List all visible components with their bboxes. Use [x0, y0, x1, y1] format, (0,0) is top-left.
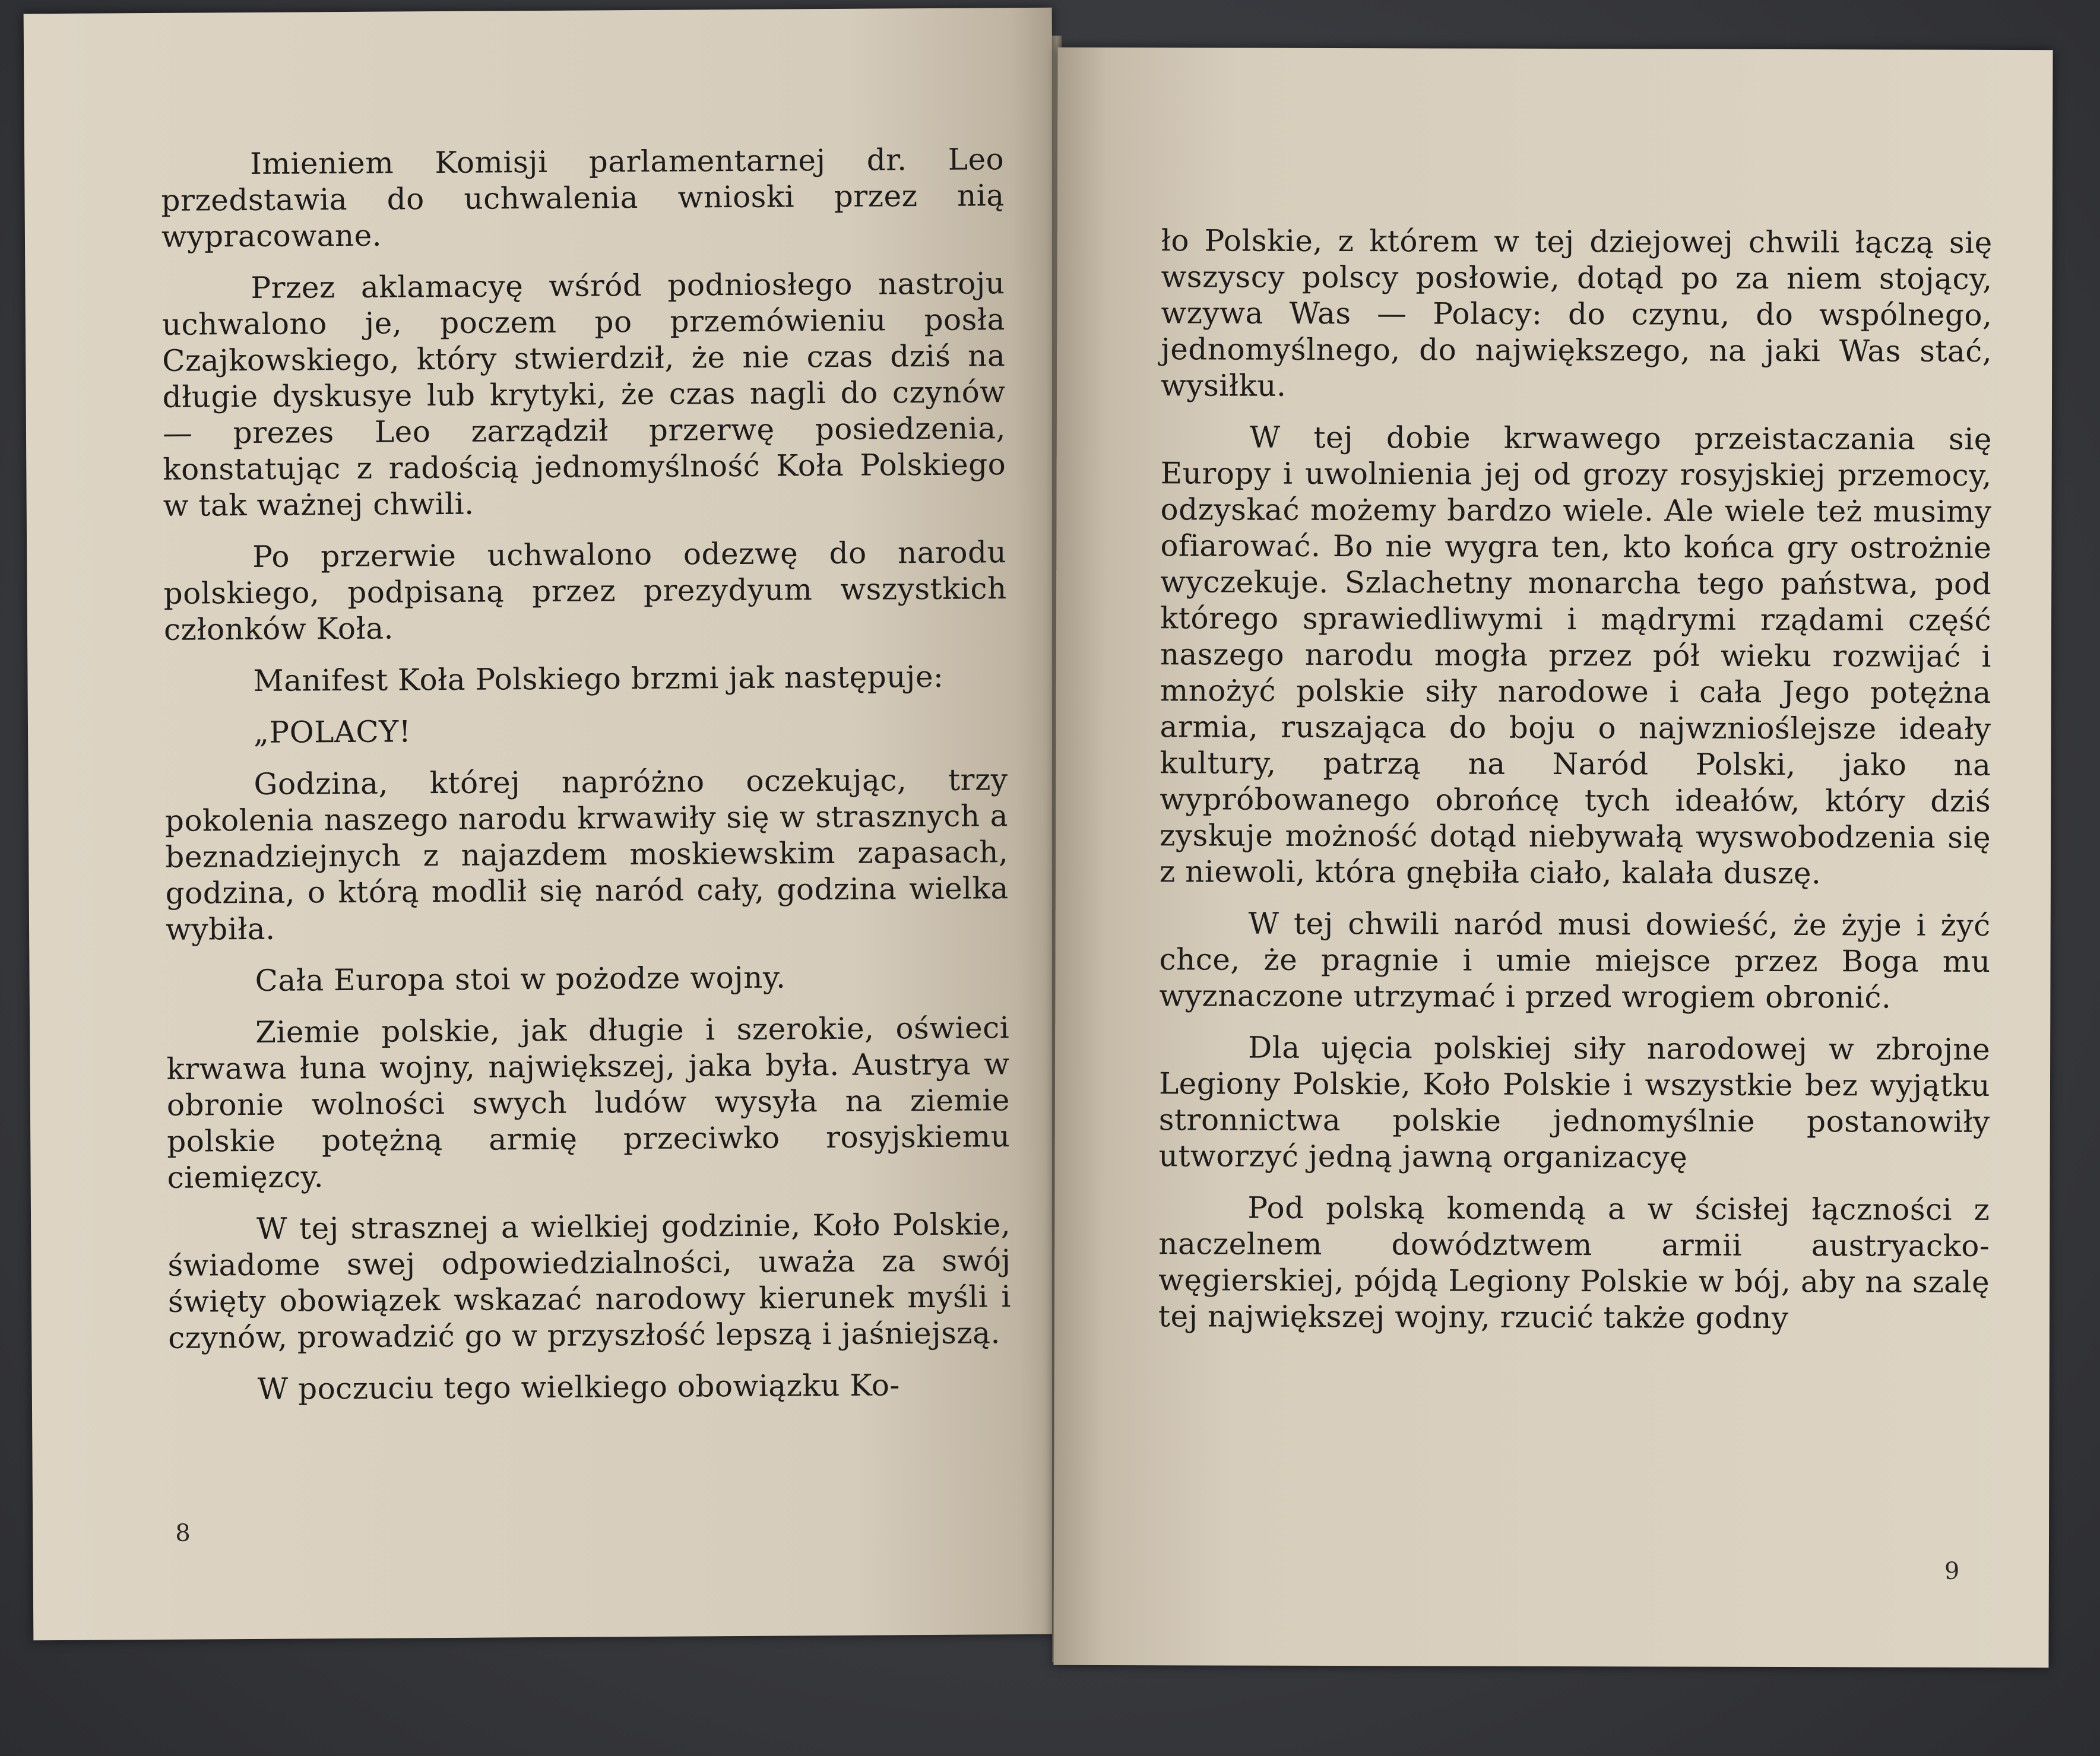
paragraph: Cała Europa stoi w pożodze wojny. [255, 960, 786, 998]
paragraph: Ziemie polskie, jak długie i szerokie, oświeci krwawa łuna wojny, największej, jaka była. Austrya w obronie wolności swych ludów wysyła na ziemie polskie potężną armię przeciwko rosyjskiemu ciemięzcy. [166, 1010, 1011, 1195]
paragraph: Pod polską komendą a w ścisłej łączności z naczelnem dowództwem armii austryacko-węgierskiej, pójdą Legiony Polskie w bój, aby na szalę tej największej wojny, rzucić także godny [1158, 1190, 1990, 1336]
paragraph: „POLACY! [253, 714, 411, 750]
paragraph: W tej strasznej a wielkiej godzinie, Koło Polskie, świadome swej odpowiedzialności, uważa za swój święty obowiązek wskazać narodowy kierunek myśli i czynów, prowadzić go w przyszłość lepszą i jaśniejszą. [167, 1207, 1012, 1355]
paragraph: Po przerwie uchwalono odezwę do narodu polskiego, podpisaną przez prezydyum wszystkich członków Koła. [163, 535, 1007, 647]
left-page [24, 8, 1062, 1641]
left-page-text [161, 141, 1012, 1424]
page-number: 9 [1944, 1557, 1960, 1585]
right-page-text [1158, 223, 1993, 1352]
right-page [1053, 47, 2053, 1668]
paragraph: W poczuciu tego wielkiego obowiązku Ko- [257, 1368, 900, 1406]
paragraph: Imieniem Komisji parlamentarnej dr. Leo przedstawia do uchwalenia wnioski przez nią wypracowane. [161, 142, 1005, 254]
paragraph: Przez aklamacyę wśród podniosłego nastroju uchwalono je, poczem po przemówieniu posła Czajkowskiego, który stwierdził, że nie czas dziś na długie dyskusye lub krytyki, że czas nagli do czynów — prezes Leo zarządził przerwę posiedzenia, konstatując z radością jednomyślność Koła Polskiego w tak ważnej chwili. [161, 266, 1006, 523]
paragraph: Godzina, której napróżno oczekując, trzy pokolenia naszego narodu krwawiły się w strasznych a beznadziejnych z najazdem moskiewskim zapasach, godzina, o którą modlił się naród cały, godzina wielka wybiła. [164, 762, 1009, 947]
paragraph: Dla ujęcia polskiej siły narodowej w zbrojne Legiony Polskie, Koło Polskie i wszystkie bez wyjątku stronnictwa polskie jednomyślnie postanowiły utworzyć jedną jawną organizacyę [1158, 1030, 1991, 1175]
page-number: 8 [175, 1519, 191, 1547]
paragraph: ło Polskie, z którem w tej dziejowej chwili łączą się wszyscy polscy posłowie, dotąd po za niem stojący, wzywa Was — Polacy: do czynu, do wspólnego, jednomyślnego, do największego, na jaki Was stać, wysiłku. [1161, 223, 1993, 403]
paragraph: Manifest Koła Polskiego brzmi jak następuje: [253, 659, 944, 698]
paragraph: W tej dobie krwawego przeistaczania się Europy i uwolnienia jej od grozy rosyjskiej przemocy, odzyskać możemy bardzo wiele. Ale wiele też musimy ofiarować. Bo nie wygra ten, kto końca gry ostrożnie wyczekuje. Szlachetny monarcha tego państwa, pod którego sprawiedliwymi i mądrymi rządami część naszego narodu mogła przez pół wieku rozwijać i mnożyć polskie siły narodowe i cała Jego potężna armia, ruszająca do boju o najwznioślejsze ideały kultury, patrzą na Naród Polski, jako na wypróbowanego obrońcę tych ideałów, który dziś zyskuje możność dotąd niebywałą wyswobodzenia się z niewoli, która gnębiła ciało, kalała duszę. [1159, 420, 1992, 891]
paragraph: W tej chwili naród musi dowieść, że żyje i żyć chce, że pragnie i umie miejsce przez Boga mu wyznaczone utrzymać i przed wrogiem obronić. [1159, 906, 1991, 1015]
